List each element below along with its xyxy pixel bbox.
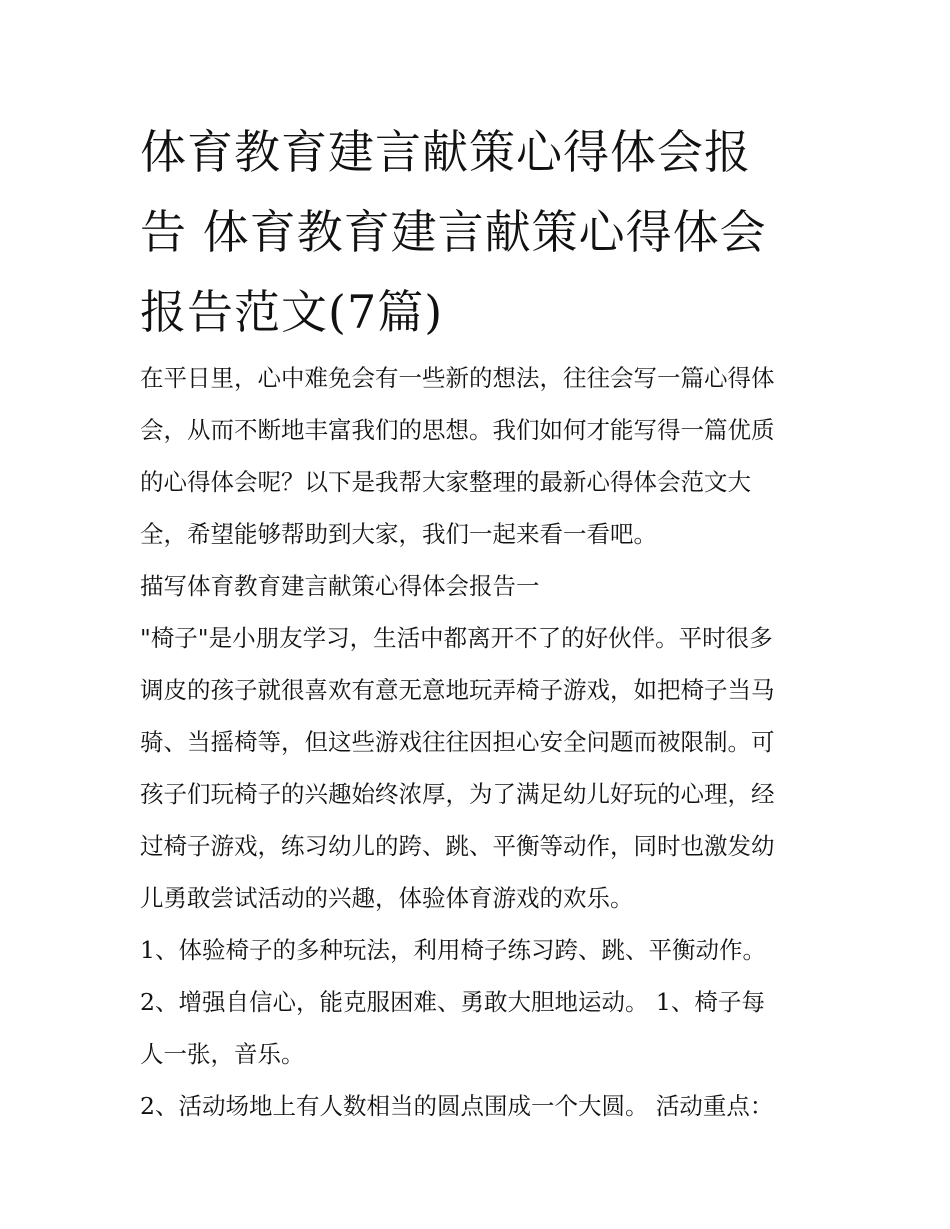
title-line: 报告范文(7篇) <box>140 285 444 339</box>
list-item-line: 2、活动场地上有人数相当的圆点围成一个大圆。 活动重点： <box>140 1092 774 1120</box>
intro-line: 的心得体会呢？以下是我帮大家整理的最新心得体会范文大 <box>140 468 751 496</box>
paragraph-line: 骑、当摇椅等，但这些游戏往往因担心安全问题而被限制。可 <box>140 728 775 756</box>
list-item-line: 1、体验椅子的多种玩法，利用椅子练习跨、跳、平衡动作。 <box>140 936 766 964</box>
paragraph-line: "椅子"是小朋友学习，生活中都离开不了的好伙伴。平时很多 <box>140 624 773 652</box>
intro-line: 在平日里，心中难免会有一些新的想法，往往会写一篇心得体 <box>140 364 775 392</box>
section-heading: 描写体育教育建言献策心得体会报告一 <box>140 572 540 600</box>
paragraph-line: 调皮的孩子就很喜欢有意无意地玩弄椅子游戏，如把椅子当马 <box>140 676 775 704</box>
title-line: 告 体育教育建言献策心得体会 <box>140 205 767 259</box>
document-body <box>140 352 820 1132</box>
intro-line: 全，希望能够帮助到大家，我们一起来看一看吧。 <box>140 520 657 548</box>
paragraph-line: 孩子们玩椅子的兴趣始终浓厚，为了满足幼儿好玩的心理，经 <box>140 780 775 808</box>
list-item-line: 人一张，音乐。 <box>140 1040 305 1068</box>
list-item-line: 2、增强自信心，能克服困难、勇敢大胆地运动。 1、椅子每 <box>140 988 765 1016</box>
paragraph-line: 过椅子游戏，练习幼儿的跨、跳、平衡等动作，同时也激发幼 <box>140 832 775 860</box>
document-title <box>140 112 810 352</box>
paragraph-line: 儿勇敢尝试活动的兴趣，体验体育游戏的欢乐。 <box>140 884 634 912</box>
intro-line: 会，从而不断地丰富我们的思想。我们如何才能写得一篇优质 <box>140 416 775 444</box>
title-line: 体育教育建言献策心得体会报 <box>140 125 751 179</box>
